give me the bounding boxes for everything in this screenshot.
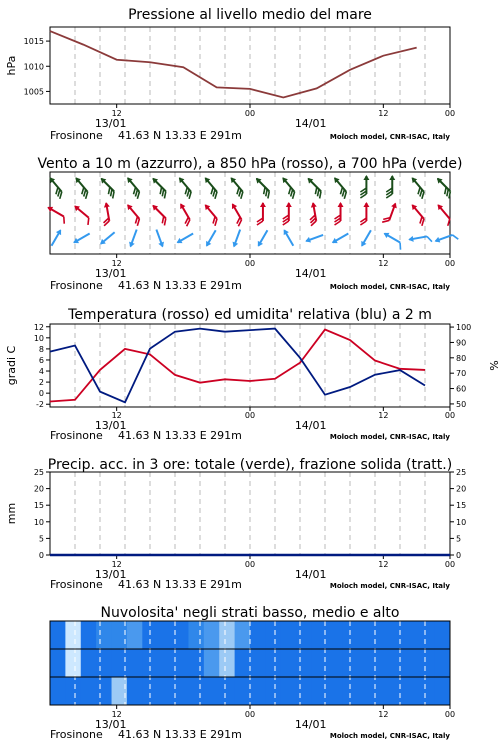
cloud-cell [158, 677, 174, 706]
cloud-cell [65, 621, 81, 650]
cloud-cell [327, 649, 343, 678]
temperature-line [50, 330, 425, 402]
wind-barb-10m [381, 230, 405, 249]
cloud-cell [204, 677, 220, 706]
y-tick-label: 1005 [23, 87, 44, 97]
cloud-cell [404, 649, 420, 678]
barb-head [231, 242, 238, 249]
barb-head [363, 202, 369, 207]
y2-tick-label: 80 [456, 353, 467, 363]
wind-barb-850hpa [335, 202, 344, 225]
wind-barb-700hpa [96, 176, 119, 199]
location-name: Frosinone [50, 578, 103, 591]
wind-barb-700hpa [303, 176, 326, 199]
cloud-cell [127, 649, 143, 678]
cloud-cell [312, 649, 328, 678]
y-tick-label: 4 [38, 367, 44, 377]
date-label: 14/01 [294, 117, 327, 130]
cloud-cell [404, 621, 420, 650]
barb-head [204, 241, 212, 248]
date-label: 13/01 [94, 568, 127, 581]
barb-head [56, 228, 64, 235]
wind-barb-850hpa [175, 202, 194, 226]
x-tick-label: 12 [111, 259, 122, 268]
wind-barb-700hpa [360, 175, 369, 198]
cloud-cell [127, 677, 143, 706]
wind-barb-850hpa [100, 202, 113, 226]
wind-barb-700hpa [278, 175, 300, 198]
x-tick-label: 00 [244, 259, 256, 268]
date-label: 13/01 [94, 718, 127, 731]
location-coords: 41.63 N 13.33 E 291m [118, 279, 242, 292]
y-tick-label: 8 [38, 344, 44, 354]
wind-barb-850hpa [227, 202, 246, 226]
cloud-cell [204, 649, 220, 678]
panel-2 [37, 156, 462, 292]
cloud-cell [281, 621, 297, 650]
model-credit: Moloch model, CNR-ISAC, Italy [329, 582, 450, 590]
cloud-cell [173, 677, 189, 706]
wind-barb-10m [281, 228, 296, 247]
y2-tick-label: 5 [456, 534, 462, 544]
x-tick-label: 12 [378, 259, 389, 268]
x-tick-label: 12 [378, 411, 389, 420]
barb-head [389, 175, 395, 180]
location-name: Frosinone [50, 429, 103, 442]
wind-barb-10m [154, 229, 166, 249]
cloud-cell [404, 677, 420, 706]
x-tick-label: 12 [111, 560, 122, 569]
cloud-cell [65, 677, 81, 706]
date-label: 13/01 [94, 419, 127, 432]
barb-head [178, 202, 186, 209]
barb-flag [397, 243, 403, 250]
cloud-cell [296, 677, 312, 706]
wind-barb-10m [204, 229, 219, 248]
wind-barb-10m [98, 230, 116, 247]
y-tick-label: 0 [38, 389, 44, 399]
wind-barb-10m [304, 232, 324, 244]
wind-barb-700hpa [330, 175, 352, 198]
y2-tick-label: 70 [456, 369, 467, 379]
chart-title: Nuvolosita' negli strati basso, medio e alto [100, 605, 400, 621]
cloud-cell [281, 649, 297, 678]
cloud-cell [50, 621, 66, 650]
barb-head [408, 236, 414, 243]
cloud-cell [65, 649, 81, 678]
cloud-cell [265, 649, 281, 678]
cloud-cell [435, 677, 451, 706]
cloud-cell [188, 677, 204, 706]
cloud-cell [250, 649, 266, 678]
wind-barb-850hpa [407, 202, 429, 225]
date-label: 13/01 [94, 267, 127, 280]
wind-barb-700hpa [407, 175, 429, 198]
cloud-cell [235, 621, 251, 650]
wind-barb-700hpa [200, 175, 222, 198]
cloud-cell [388, 677, 404, 706]
x-tick-label: 12 [378, 109, 389, 118]
cloud-cell [96, 649, 112, 678]
y2-tick-label: 15 [456, 501, 467, 511]
cloud-cell [358, 677, 374, 706]
cloud-cell [50, 649, 66, 678]
cloud-cell [296, 621, 312, 650]
chart-title: Pressione al livello medio del mare [128, 7, 372, 23]
barb-head [338, 202, 344, 207]
date-label: 14/01 [294, 718, 327, 731]
cloud-cell [435, 621, 451, 650]
wind-barb-10m [330, 231, 349, 246]
cloud-cell [250, 621, 266, 650]
cloud-cell [296, 649, 312, 678]
y-axis-label: mm [5, 502, 18, 525]
y-tick-label: 15 [33, 501, 44, 511]
y-tick-label: 1010 [23, 62, 44, 72]
barb-head [127, 242, 134, 249]
y2-tick-label: 100 [456, 323, 472, 333]
barb-head [391, 202, 398, 209]
cloud-cell [419, 621, 435, 650]
panel-3 [5, 307, 500, 442]
y-axis-label: gradi C [5, 345, 18, 386]
y-tick-label: 10 [33, 517, 44, 527]
wind-barb-10m [434, 231, 459, 247]
wind-barb-700hpa [148, 176, 171, 199]
barb-flag [452, 234, 458, 241]
x-tick-label: 12 [111, 710, 122, 719]
cloud-cell [204, 621, 220, 650]
wind-barb-10m [408, 233, 432, 246]
y-axis-label: hPa [5, 55, 18, 76]
chart-title: Precip. acc. in 3 ore: totale (verde), frazione solida (tratt.) [47, 457, 453, 473]
cloud-cell [173, 649, 189, 678]
y-tick-label: -2 [36, 400, 44, 410]
wind-barb-850hpa [360, 202, 369, 225]
wind-barb-700hpa [45, 175, 67, 198]
wind-barb-700hpa [123, 175, 145, 198]
y2-tick-label: 60 [456, 384, 467, 394]
x-tick-label: 00 [444, 259, 456, 268]
barb-flag [445, 219, 452, 226]
cloud-cell [142, 649, 158, 678]
y-tick-label: 2 [38, 378, 44, 388]
cloud-cell [281, 677, 297, 706]
wind-barb-850hpa [257, 202, 266, 225]
barb-head [158, 242, 165, 249]
wind-barb-700hpa [386, 175, 395, 198]
y-tick-label: 6 [38, 355, 44, 365]
cloud-cell [419, 649, 435, 678]
cloud-cell [142, 677, 158, 706]
y-tick-label: 20 [33, 484, 44, 494]
x-tick-label: 00 [244, 560, 256, 569]
cloud-cell [112, 677, 128, 706]
y-tick-label: 1015 [23, 37, 44, 47]
barb-head [229, 202, 237, 209]
x-tick-label: 12 [378, 710, 389, 719]
cloud-cell [96, 677, 112, 706]
cloud-cell [112, 649, 128, 678]
cloud-cell [373, 677, 389, 706]
x-tick-label: 12 [111, 411, 122, 420]
y2-tick-label: 50 [456, 399, 467, 409]
cloud-cell [219, 649, 235, 678]
x-tick-label: 00 [444, 109, 456, 118]
wind-barb-850hpa [70, 203, 93, 225]
cloud-cell [81, 677, 97, 706]
panel-1 [5, 7, 455, 142]
cloud-cell [312, 677, 328, 706]
wind-barb-850hpa [44, 204, 68, 223]
barb-head [255, 241, 263, 248]
x-tick-label: 12 [111, 109, 122, 118]
wind-barb-10m [359, 229, 374, 248]
x-tick-label: 00 [244, 710, 256, 719]
barb-flag [61, 217, 67, 224]
location-name: Frosinone [50, 728, 103, 741]
wind-barb-10m [49, 228, 64, 247]
y2-tick-label: 0 [456, 551, 462, 560]
location-coords: 41.63 N 13.33 E 291m [118, 429, 242, 442]
cloud-cell [250, 677, 266, 706]
y-tick-label: 0 [38, 551, 44, 560]
cloud-cell [388, 649, 404, 678]
y-tick-label: 5 [38, 534, 44, 544]
x-tick-label: 12 [378, 560, 389, 569]
cloud-cell [188, 621, 204, 650]
wind-barb-850hpa [200, 202, 222, 225]
barb-head [304, 237, 311, 244]
barb-head [434, 237, 441, 244]
model-credit: Moloch model, CNR-ISAC, Italy [329, 283, 450, 291]
cloud-cell [81, 649, 97, 678]
cloud-cell [96, 621, 112, 650]
wind-barb-700hpa [433, 176, 456, 199]
y2-tick-label: 90 [456, 338, 467, 348]
cloud-cell [235, 677, 251, 706]
x-tick-label: 00 [444, 411, 456, 420]
cloud-cell [219, 621, 235, 650]
barb-head [363, 175, 369, 180]
wind-barb-10m [255, 229, 270, 248]
cloud-cell [342, 649, 358, 678]
y2-tick-label: 10 [456, 517, 467, 527]
barb-head [330, 238, 337, 246]
cloud-cell [358, 649, 374, 678]
barb-head [310, 202, 317, 208]
chart-title: Temperatura (rosso) ed umidita' relativa (blu) a 2 m [68, 307, 432, 323]
cloud-cell [388, 621, 404, 650]
x-tick-label: 00 [444, 710, 456, 719]
barb-head [359, 241, 367, 248]
cloud-cell [358, 621, 374, 650]
y-tick-label: 10 [33, 333, 44, 343]
wind-barb-850hpa [123, 202, 145, 225]
barb-head [281, 228, 289, 235]
y2-axis-label: % [487, 360, 500, 371]
wind-barb-850hpa [307, 202, 320, 226]
date-label: 14/01 [294, 568, 327, 581]
y2-tick-label: 20 [456, 484, 467, 494]
cloud-cell [435, 649, 451, 678]
wind-barb-10m [231, 229, 243, 249]
cloud-cell [158, 649, 174, 678]
location-coords: 41.63 N 13.33 E 291m [118, 129, 242, 142]
cloud-cell [342, 677, 358, 706]
y-tick-label: 12 [33, 322, 44, 332]
wind-barb-700hpa [226, 175, 248, 198]
model-credit: Moloch model, CNR-ISAC, Italy [329, 732, 450, 740]
cloud-cell [373, 649, 389, 678]
barb-flag [85, 218, 92, 225]
pressure-line [50, 31, 417, 97]
model-credit: Moloch model, CNR-ISAC, Italy [329, 433, 450, 441]
x-tick-label: 00 [244, 109, 256, 118]
cloud-cell [419, 677, 435, 706]
wind-barb-700hpa [71, 175, 93, 198]
cloud-cell [188, 649, 204, 678]
cloud-cell [235, 649, 251, 678]
cloud-cell [327, 677, 343, 706]
barb-head [103, 202, 110, 208]
cloud-cell [81, 621, 97, 650]
wind-barb-10m [175, 231, 194, 246]
wind-barb-850hpa [382, 201, 398, 226]
wind-barb-850hpa [433, 202, 455, 225]
x-tick-label: 00 [444, 560, 456, 569]
model-credit: Moloch model, CNR-ISAC, Italy [329, 133, 450, 141]
wind-barb-700hpa [252, 176, 275, 199]
cloud-cell [50, 677, 66, 706]
cloud-cell [219, 677, 235, 706]
date-label: 14/01 [294, 419, 327, 432]
cloud-cell [158, 621, 174, 650]
barb-head [260, 202, 266, 207]
barb-flag [427, 236, 432, 243]
cloud-cell [327, 621, 343, 650]
location-name: Frosinone [50, 279, 103, 292]
y2-tick-label: 25 [456, 468, 467, 477]
wind-barb-700hpa [174, 175, 196, 198]
barb-head [286, 202, 292, 207]
date-label: 14/01 [294, 267, 327, 280]
wind-barb-850hpa [283, 202, 292, 225]
x-tick-label: 00 [244, 411, 256, 420]
location-coords: 41.63 N 13.33 E 291m [118, 728, 242, 741]
cloud-cell [265, 621, 281, 650]
wind-barb-850hpa [148, 203, 171, 226]
barb-head [382, 230, 389, 238]
y-tick-label: 25 [33, 468, 44, 477]
barb-head [175, 238, 182, 246]
location-name: Frosinone [50, 129, 103, 142]
cloud-cell [127, 621, 143, 650]
panel-4 [5, 457, 466, 591]
cloud-cell [265, 677, 281, 706]
chart-title: Vento a 10 m (azzurro), a 850 hPa (rosso), a 700 hPa (verde) [37, 156, 463, 172]
location-coords: 41.63 N 13.33 E 291m [118, 578, 242, 591]
date-label: 13/01 [94, 117, 127, 130]
wind-barb-10m [127, 229, 139, 249]
